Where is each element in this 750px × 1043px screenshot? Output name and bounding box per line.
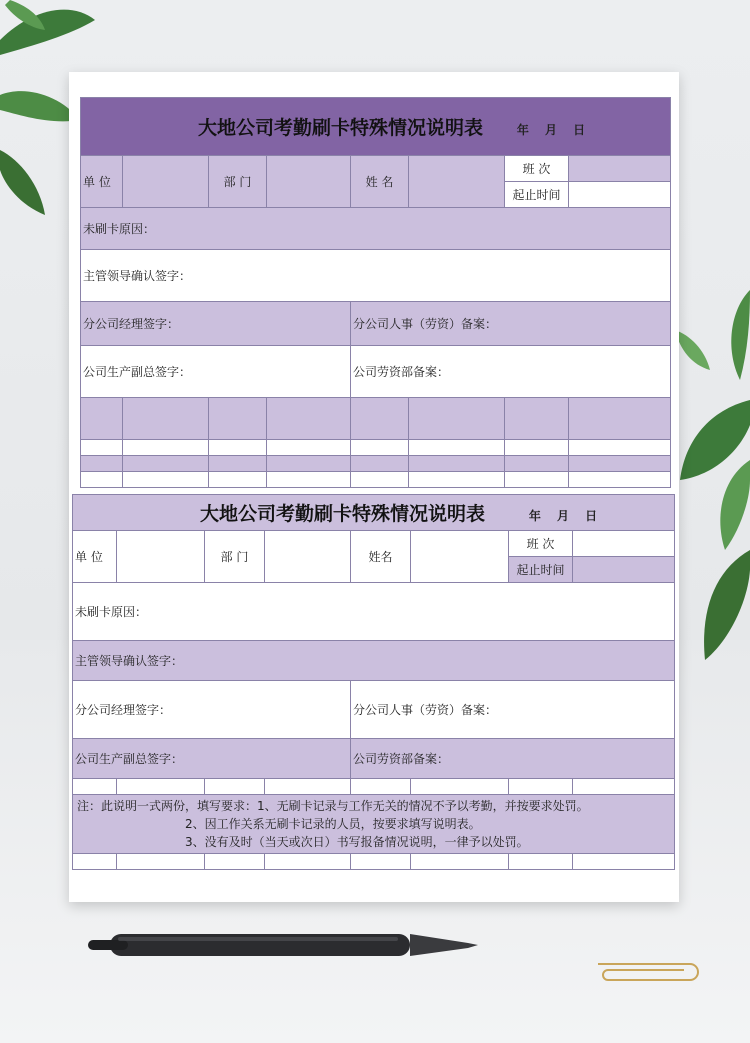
blank-cell <box>505 440 569 456</box>
blank-cell <box>409 472 505 488</box>
blank-cell <box>73 779 117 795</box>
supervisor-sign-field-2[interactable]: 主管领导确认签字： <box>73 641 675 681</box>
blank-cell <box>351 472 409 488</box>
dept-field[interactable] <box>267 156 351 208</box>
blank-cell <box>205 779 265 795</box>
blank-cell <box>265 854 351 870</box>
note-line-1: 注：此说明一式两份，填写要求：1、无刷卡记录与工作无关的情况不予以考勤，并按要求处罚。 <box>77 799 589 813</box>
blank-cell <box>569 398 671 440</box>
dept-label-2: 部 门 <box>205 531 265 583</box>
vp-sign-field-2[interactable]: 公司生产副总签字： <box>73 739 351 779</box>
blank-cell <box>351 854 411 870</box>
time-range-field[interactable] <box>569 182 671 208</box>
blank-cell <box>209 440 267 456</box>
blank-cell <box>267 398 351 440</box>
blank-cell <box>509 854 573 870</box>
blank-cell <box>569 472 671 488</box>
blank-cell <box>265 779 351 795</box>
form-date-2: 年 月 日 <box>528 509 604 523</box>
reason-label-2[interactable]: 未刷卡原因： <box>73 583 675 641</box>
blank-cell <box>411 779 509 795</box>
form-title: 大地公司考勤刷卡特殊情况说明表 <box>197 117 483 139</box>
dept-label: 部 门 <box>209 156 267 208</box>
shift-field[interactable] <box>569 156 671 182</box>
blank-cell <box>505 472 569 488</box>
blank-cell <box>409 440 505 456</box>
note-line-3: 3、没有及时（当天或次日）书写报备情况说明，一律予以处罚。 <box>185 835 529 849</box>
blank-cell <box>569 440 671 456</box>
blank-cell <box>123 472 209 488</box>
unit-field-2[interactable] <box>117 531 205 583</box>
blank-cell <box>123 456 209 472</box>
branch-hr-field[interactable]: 分公司人事（劳资）备案： <box>351 302 671 346</box>
blank-cell <box>411 854 509 870</box>
pen-icon <box>88 924 480 968</box>
form-header-2 <box>73 495 675 531</box>
branch-hr-field-2[interactable]: 分公司人事（劳资）备案： <box>351 681 675 739</box>
dept-field-2[interactable] <box>265 531 351 583</box>
blank-cell <box>505 456 569 472</box>
vp-sign-field[interactable]: 公司生产副总签字： <box>81 346 351 398</box>
shift-label: 班 次 <box>505 156 569 182</box>
name-label-2: 姓名 <box>351 531 411 583</box>
unit-label-2: 单 位 <box>73 531 117 583</box>
shift-field-2[interactable] <box>573 531 675 557</box>
blank-cell <box>81 440 123 456</box>
blank-cell <box>569 456 671 472</box>
form-date: 年 月 日 <box>516 123 592 137</box>
name-field-2[interactable] <box>411 531 509 583</box>
blank-cell <box>409 456 505 472</box>
time-range-label: 起止时间 <box>505 182 569 208</box>
form-title-2: 大地公司考勤刷卡特殊情况说明表 <box>199 503 485 525</box>
blank-cell <box>209 398 267 440</box>
unit-field[interactable] <box>123 156 209 208</box>
plant-leaves-right-icon <box>670 290 750 710</box>
blank-cell <box>209 472 267 488</box>
time-range-label-2: 起止时间 <box>509 557 573 583</box>
blank-cell <box>509 779 573 795</box>
attendance-form-bottom <box>72 494 675 870</box>
blank-cell <box>81 398 123 440</box>
blank-cell <box>81 472 123 488</box>
unit-label: 单 位 <box>81 156 123 208</box>
blank-cell <box>267 440 351 456</box>
blank-cell <box>81 456 123 472</box>
blank-cell <box>573 779 675 795</box>
name-field[interactable] <box>409 156 505 208</box>
supervisor-sign-field[interactable]: 主管领导确认签字： <box>81 250 671 302</box>
blank-cell <box>117 854 205 870</box>
name-label: 姓 名 <box>351 156 409 208</box>
blank-cell <box>73 854 117 870</box>
blank-cell <box>209 456 267 472</box>
blank-cell <box>205 854 265 870</box>
notes-block <box>73 795 675 854</box>
blank-cell <box>505 398 569 440</box>
paper-clip-icon <box>594 958 700 982</box>
blank-cell <box>123 440 209 456</box>
form-header <box>81 98 671 156</box>
time-range-field-2[interactable] <box>573 557 675 583</box>
blank-cell <box>351 456 409 472</box>
labor-dept-field[interactable]: 公司劳资部备案： <box>351 346 671 398</box>
blank-cell <box>351 398 409 440</box>
note-line-2: 2、因工作关系无刷卡记录的人员，按要求填写说明表。 <box>185 817 481 831</box>
labor-dept-field-2[interactable]: 公司劳资部备案： <box>351 739 675 779</box>
blank-cell <box>267 456 351 472</box>
blank-cell <box>117 779 205 795</box>
blank-cell <box>351 779 411 795</box>
blank-cell <box>351 440 409 456</box>
blank-cell <box>267 472 351 488</box>
branch-manager-sign-field-2[interactable]: 分公司经理签字： <box>73 681 351 739</box>
blank-cell <box>409 398 505 440</box>
reason-label[interactable]: 未刷卡原因： <box>81 208 671 250</box>
blank-cell <box>123 398 209 440</box>
blank-cell <box>573 854 675 870</box>
attendance-form-top <box>80 97 671 488</box>
shift-label-2: 班 次 <box>509 531 573 557</box>
branch-manager-sign-field[interactable]: 分公司经理签字： <box>81 302 351 346</box>
